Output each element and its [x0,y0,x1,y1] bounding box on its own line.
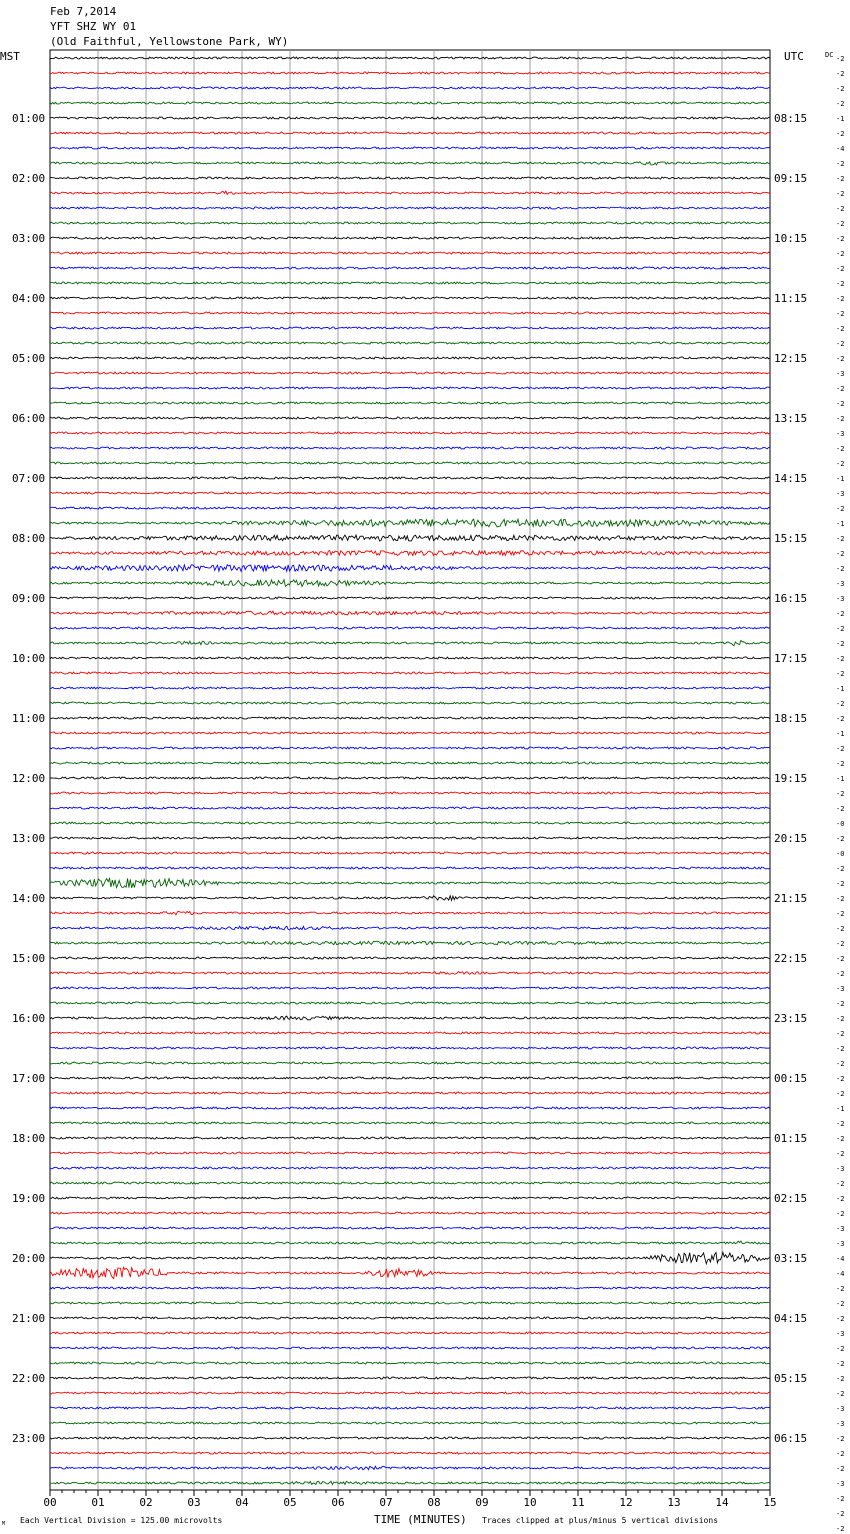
seismic-trace [50,477,770,479]
dc-offset-label: -1 [836,115,845,123]
dc-offset-label: -2 [836,790,845,798]
seismic-trace [50,1137,770,1139]
dc-offset-label: -2 [836,265,845,273]
seismic-trace [50,657,770,659]
seismic-traces [50,57,770,1485]
mst-hour-label: 12:00 [12,772,46,785]
seismic-trace [50,551,770,556]
dc-offset-label: -2 [836,1345,845,1353]
utc-hour-label: 03:15 [774,1252,808,1265]
dc-offset-label: -2 [836,910,845,918]
seismic-trace [50,702,770,704]
mst-hour-label: 19:00 [12,1192,46,1205]
utc-hour-label: 12:15 [774,352,808,365]
x-tick-label: 00 [43,1496,57,1509]
dc-offset-label: -2 [836,1360,845,1368]
seismic-trace [50,1062,770,1064]
mst-hour-label: 07:00 [12,472,46,485]
seismic-trace [50,507,770,509]
seismic-trace [50,417,770,419]
dc-offset-label: -2 [836,610,845,618]
seismic-trace [50,72,770,74]
seismic-trace [50,1252,770,1263]
dc-offset-label: -3 [836,1420,845,1428]
dc-offset-label: -4 [836,1270,845,1278]
dc-offset-label: -2 [836,1180,845,1188]
seismic-trace [50,687,770,689]
seismic-trace [50,222,770,224]
seismic-trace [50,252,770,254]
seismic-trace [50,611,770,615]
mst-hour-label: 04:00 [12,292,46,305]
header-station: YFT SHZ WY 01 [50,20,137,33]
seismic-trace [50,1392,770,1394]
dc-offset-label: -1 [836,1105,845,1113]
dc-offset-label: -2 [836,295,845,303]
utc-hour-label: 02:15 [774,1192,808,1205]
dc-offset-label: -2 [836,535,845,543]
seismic-trace [50,1152,770,1154]
dc-offset-label: -2 [836,1450,845,1458]
mst-hour-label: 05:00 [12,352,46,365]
utc-hour-label: 10:15 [774,232,808,245]
seismic-trace [50,1332,770,1334]
dc-offset-label: -2 [836,940,845,948]
mst-hour-label: 09:00 [12,592,46,605]
dc-offset-label: -2 [836,460,845,468]
seismic-trace [50,1422,770,1424]
dc-offset-label: -3 [836,595,845,603]
seismic-trace [50,1407,770,1409]
utc-hour-label: 11:15 [774,292,808,305]
seismic-trace [50,162,770,165]
seismic-trace [50,807,770,809]
utc-hour-label: 13:15 [774,412,808,425]
dc-offset-label: -2 [836,1000,845,1008]
dc-offset-label: -2 [836,385,845,393]
seismic-trace [50,1317,770,1319]
x-tick-label: 04 [235,1496,249,1509]
seismic-trace [50,1241,770,1244]
dc-offset-label: -2 [836,400,845,408]
dc-offset-label: -2 [836,550,845,558]
seismic-trace [50,911,770,914]
mst-hour-label: 20:00 [12,1252,46,1265]
utc-hour-label: 15:15 [774,532,808,545]
dc-offset-label: -2 [836,1510,845,1518]
dc-offset-label: -1 [836,520,845,528]
x-tick-label: 07 [379,1496,393,1509]
dc-offset-label: -2 [836,55,845,63]
mst-hour-label: 15:00 [12,952,46,965]
dc-offset-label: -2 [836,1525,845,1533]
dc-offset-label: -1 [836,475,845,483]
footer-clip: Traces clipped at plus/minus 5 vertical divisions [482,1516,719,1525]
seismic-trace [50,1481,770,1484]
x-tick-label: 06 [331,1496,345,1509]
seismic-trace [50,402,770,404]
dc-offset-label: -3 [836,1405,845,1413]
seismic-trace [50,987,770,989]
seismic-trace [50,1452,770,1454]
seismic-trace [50,640,770,645]
seismic-trace [50,1016,770,1020]
seismic-trace [50,102,770,104]
seismic-trace [50,627,770,629]
seismic-trace [50,297,770,299]
seismic-trace [50,972,770,975]
mst-hour-label: 08:00 [12,532,46,545]
dc-offset-label: -2 [836,280,845,288]
seismic-trace [50,87,770,89]
dc-offset-label: -2 [836,640,845,648]
dc-offset-label: -2 [836,1135,845,1143]
seismic-trace [50,1002,770,1004]
utc-hour-label: 17:15 [774,652,808,665]
dc-offset-label: -2 [836,220,845,228]
axis-label-utc: UTC [784,50,804,63]
dc-offset-label: -3 [836,370,845,378]
seismic-trace [50,1092,770,1094]
x-tick-label: 12 [619,1496,633,1509]
seismic-trace [50,896,770,900]
dc-offset-label: -2 [836,355,845,363]
dc-offset-label: -2 [836,715,845,723]
dc-offset-label: -2 [836,70,845,78]
x-tick-label: 13 [667,1496,681,1509]
seismic-trace [50,1362,770,1364]
seismic-trace [50,535,770,541]
seismic-trace [50,492,770,494]
seismic-trace [50,327,770,329]
mst-hour-label: 14:00 [12,892,46,905]
mst-hour-label: 13:00 [12,832,46,845]
seismic-trace [50,1267,770,1278]
seismic-trace [50,312,770,314]
dc-offset-label: -2 [836,205,845,213]
dc-offset-label: -2 [836,325,845,333]
seismic-trace [50,1107,770,1109]
dc-offset-label: -2 [836,1090,845,1098]
seismic-trace [50,1377,770,1379]
dc-offset-label: -2 [836,955,845,963]
x-tick-label: 03 [187,1496,201,1509]
seismic-trace [50,282,770,284]
seismic-trace [50,1047,770,1049]
seismic-trace [50,147,770,149]
dc-offset-label: -2 [836,415,845,423]
utc-hour-label: 09:15 [774,172,808,185]
dc-offset-label: -2 [836,745,845,753]
dc-offset-label: -1 [836,685,845,693]
utc-hour-label: 20:15 [774,832,808,845]
seismic-trace [50,1347,770,1349]
dc-offset-label: -2 [836,1210,845,1218]
seismic-trace [50,1287,770,1289]
dc-offset-label: -2 [836,1030,845,1038]
mst-hour-label: 11:00 [12,712,46,725]
dc-offset-label: -2 [836,655,845,663]
seismic-trace [50,1466,770,1469]
header-location: (Old Faithful, Yellowstone Park, WY) [50,35,289,48]
dc-offset-label: -3 [836,1480,845,1488]
seismic-trace [50,1212,770,1214]
dc-offset-label: -0 [836,850,845,858]
seismic-trace [50,822,770,824]
seismic-trace [50,1182,770,1184]
dc-offset-label: -3 [836,580,845,588]
dc-offset-label: -3 [836,490,845,498]
utc-hour-label: 08:15 [774,112,808,125]
dc-offset-label: -2 [836,1195,845,1203]
dc-offset-label: -3 [836,1165,845,1173]
seismic-trace [50,837,770,839]
footer-mark: M [2,1521,6,1527]
dc-offset-label: -3 [836,430,845,438]
utc-hour-label: 19:15 [774,772,808,785]
dc-offset-label: -2 [836,1300,845,1308]
dc-offset-label: -3 [836,1330,845,1338]
seismic-trace [50,777,770,779]
dc-offset-label: -2 [836,1465,845,1473]
dc-offset-label: -2 [836,175,845,183]
seismic-trace [50,191,770,194]
seismic-trace [50,132,770,134]
dc-offset-label: -1 [836,775,845,783]
dc-offset-label: -2 [836,235,845,243]
mst-hour-label: 06:00 [12,412,46,425]
dc-offset-label: -2 [836,1045,845,1053]
seismic-trace [50,462,770,464]
seismic-trace [50,1077,770,1079]
seismic-trace [50,57,770,59]
seismic-trace [50,117,770,119]
seismic-trace [50,237,770,239]
dc-offset-label: -2 [836,700,845,708]
seismic-trace [50,941,770,945]
seismic-trace [50,1122,770,1124]
mst-hour-label: 17:00 [12,1072,46,1085]
x-tick-label: 10 [523,1496,537,1509]
dc-offset-label: -2 [836,1285,845,1293]
utc-hour-label: 06:15 [774,1432,808,1445]
dc-offset-label: -2 [836,565,845,573]
seismic-trace [50,357,770,359]
dc-offset-label: -2 [836,865,845,873]
x-tick-label: 02 [139,1496,153,1509]
dc-offset-label: -2 [836,1120,845,1128]
dc-offset-label: -2 [836,805,845,813]
seismic-trace [50,852,770,854]
seismic-trace [50,207,770,209]
seismic-trace [50,565,770,572]
dc-offset-label: -2 [836,505,845,513]
seismic-trace [50,432,770,434]
x-tick-label: 15 [763,1496,777,1509]
dc-offset-label: -2 [836,670,845,678]
seismic-trace [50,672,770,674]
dc-offset-label: -4 [836,145,845,153]
dc-offset-label: -2 [836,1315,845,1323]
dc-offset-label: -2 [836,1435,845,1443]
dc-offset-label: -3 [836,1240,845,1248]
utc-hour-label: 05:15 [774,1372,808,1385]
header-date: Feb 7,2014 [50,5,117,18]
seismic-trace [50,1302,770,1304]
dc-offset-label: -3 [836,1225,845,1233]
dc-offset-label: -4 [836,1255,845,1263]
mst-hour-label: 18:00 [12,1132,46,1145]
mst-hour-label: 03:00 [12,232,46,245]
seismic-trace [50,580,770,587]
utc-hour-label: 22:15 [774,952,808,965]
seismic-trace [50,1197,770,1199]
seismic-trace [50,732,770,734]
dc-offset-label: -2 [836,1375,845,1383]
mst-hour-label: 21:00 [12,1312,46,1325]
axis-label-mst: MST [0,50,20,63]
mst-hour-label: 16:00 [12,1012,46,1025]
x-axis-title: TIME (MINUTES) [374,1513,467,1526]
dc-offset-label: -2 [836,340,845,348]
dc-offset-label: -2 [836,1015,845,1023]
dc-offset-label: -2 [836,1060,845,1068]
dc-offset-label: -2 [836,895,845,903]
seismic-trace [50,1032,770,1034]
dc-offset-label: -1 [836,730,845,738]
seismic-trace [50,342,770,344]
dc-offset-label: -2 [836,310,845,318]
dc-offset-label: -2 [836,970,845,978]
dc-offset-label: -2 [836,100,845,108]
seismic-trace [50,1437,770,1439]
seismic-trace [50,717,770,719]
mst-hour-label: 01:00 [12,112,46,125]
seismic-trace [50,372,770,374]
seismic-trace [50,597,770,599]
dc-label: DC [825,51,834,59]
seismic-trace [50,792,770,794]
dc-offset-label: -2 [836,880,845,888]
seismic-trace [50,1227,770,1229]
footer-scale: Each Vertical Division = 125.00 microvolts [20,1516,223,1525]
utc-hour-label: 04:15 [774,1312,808,1325]
seismic-trace [50,747,770,749]
x-tick-label: 08 [427,1496,441,1509]
dc-offset-label: -2 [836,1495,845,1503]
dc-offset-label: -2 [836,130,845,138]
utc-hour-label: 21:15 [774,892,808,905]
seismic-trace [50,878,770,888]
seismic-trace [50,519,770,527]
seismic-trace [50,762,770,764]
dc-offset-label: -2 [836,925,845,933]
x-tick-label: 09 [475,1496,489,1509]
seismic-trace [50,177,770,179]
dc-offset-label: -2 [836,835,845,843]
seismic-trace [50,447,770,449]
seismic-trace [50,867,770,869]
utc-hour-label: 00:15 [774,1072,808,1085]
dc-offset-label: -0 [836,820,845,828]
dc-offset-label: -2 [836,85,845,93]
x-tick-label: 14 [715,1496,729,1509]
utc-hour-label: 18:15 [774,712,808,725]
dc-offset-label: -3 [836,985,845,993]
dc-offset-label: -2 [836,190,845,198]
dc-offset-label: -2 [836,625,845,633]
mst-hour-label: 22:00 [12,1372,46,1385]
mst-hour-label: 10:00 [12,652,46,665]
utc-hour-label: 01:15 [774,1132,808,1145]
dc-offset-label: -2 [836,1075,845,1083]
seismic-trace [50,267,770,269]
seismic-trace [50,1167,770,1169]
seismic-trace [50,926,770,930]
x-tick-label: 11 [571,1496,585,1509]
mst-hour-label: 02:00 [12,172,46,185]
dc-offset-label: -2 [836,250,845,258]
mst-hour-label: 23:00 [12,1432,46,1445]
x-tick-label: 01 [91,1496,105,1509]
x-tick-label: 05 [283,1496,297,1509]
dc-offset-label: -2 [836,1390,845,1398]
utc-hour-label: 16:15 [774,592,808,605]
dc-offset-label: -2 [836,445,845,453]
utc-hour-label: 14:15 [774,472,808,485]
seismic-trace [50,957,770,959]
dc-offset-label: -2 [836,160,845,168]
seismic-trace [50,387,770,389]
utc-hour-label: 23:15 [774,1012,808,1025]
dc-offset-label: -2 [836,1150,845,1158]
dc-offset-label: -2 [836,760,845,768]
